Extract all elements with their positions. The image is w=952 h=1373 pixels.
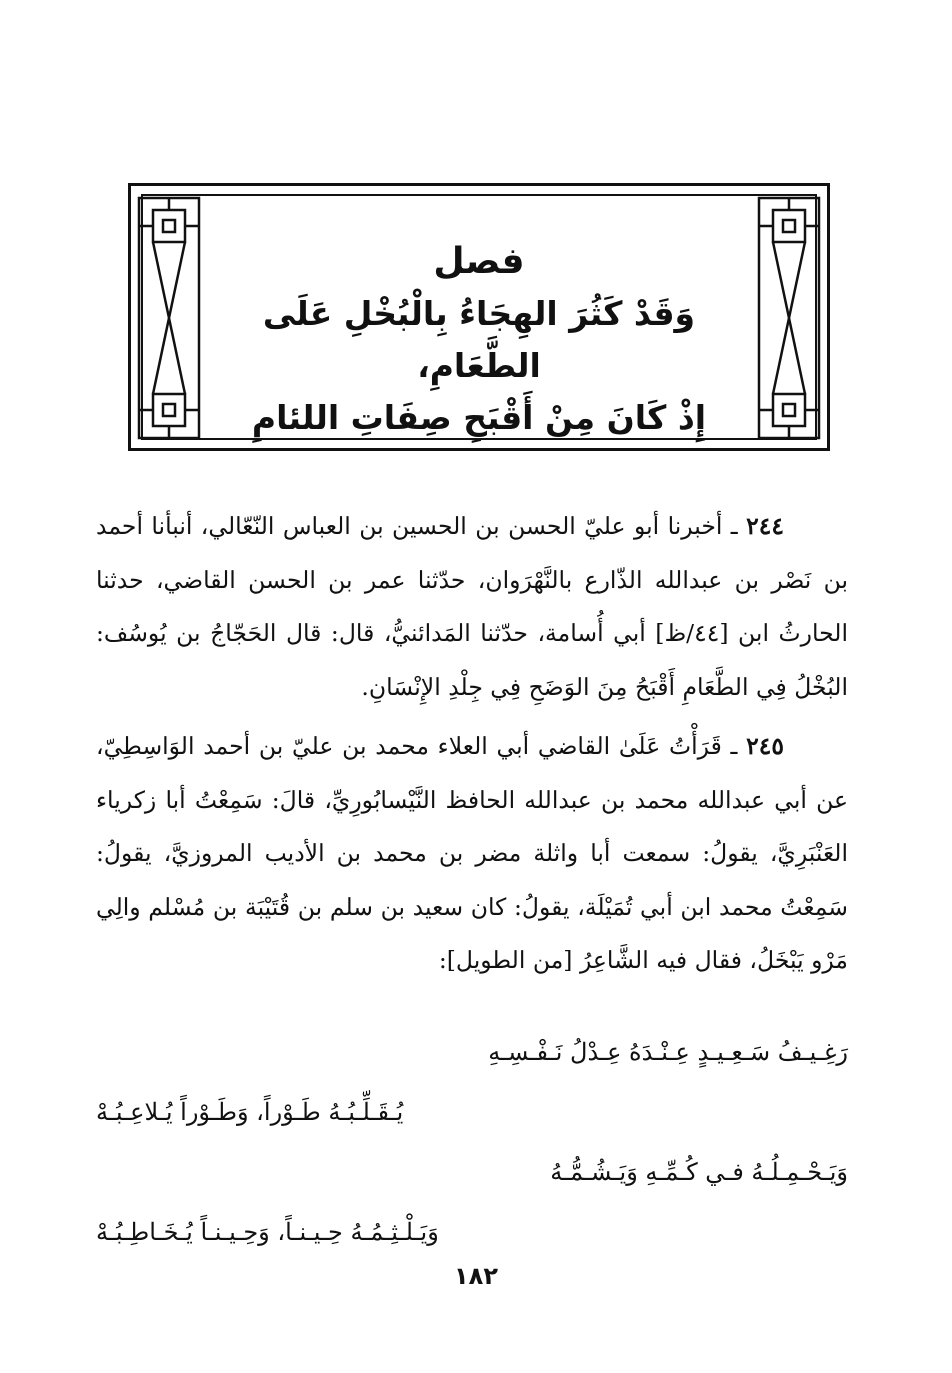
heading-frame	[128, 183, 830, 451]
poem-verse-1: رَغِـيـفُ سَـعِـيـدٍ عِـنْـدَهُ عِـدْلُ نَـفْـسِـهِ	[488, 1038, 848, 1066]
poem	[96, 1022, 848, 1262]
section-subtitle-line-2: إِذْ كَانَ مِنْ أَقْبَحِ صِفَاتِ اللئامِ	[251, 398, 707, 437]
paragraph-244	[96, 500, 848, 714]
paragraph-text: ـ قَرَأْتُ عَلَىٰ القاضي أبي العلاء محمد بن عليّ بن أحمد الوَاسِطِيّ، عن أبي عبدالله محمد بن عبدالله الحافظ النَّيْسابُورِيِّ، قالَ: سَمِعْتُ أبا زكرياء العَنْبَرِيَّ، يقولُ: سمعت أبا واثلة مضر بن محمد بن الأديب المروزيَّ، يقولُ: سَمِعْتُ محمد ابن أبي تُمَيْلَة، يقولُ: كان سعيد بن سلم بن قُتَيْبَة بن مُسْلم والِي مَرْو يَبْخَلُ، فقال فيه الشَّاعِرُ [من الطويل]:	[96, 732, 848, 974]
section-heading	[221, 236, 737, 444]
paragraph-text: ـ أخبرنا أبو عليّ الحسن بن الحسين بن العباس النّعّالي، أنبأنا أحمد بن نَصْر بن عبدالله الذّارع بالنَّهْرَوان، حدّثنا عمر بن الحسن القاضي، حدثنا الحارثُ ابن [٤٤/ظ] أبي أُسامة، حدّثنا المَدائنيُّ، قال: قال الحَجّاجُ بن يُوسُف: البُخْلُ فِي الطَّعَامِ أَقْبَحُ مِنَ الوَضَحِ فِي جِلْدِ الإِنْسَانِ.	[96, 512, 848, 701]
right-ornament-icon	[757, 196, 821, 440]
section-subtitle-line-1: وَقَدْ كَثُرَ الهِجَاءُ بِالْبُخْلِ عَلَى الطَّعَامِ،	[262, 294, 696, 385]
poem-verse-3: وَيَـحْـمِـلُـهُ فـي كُـمِّـهِ وَيَـشُـمُّـهُ	[550, 1158, 848, 1186]
section-title: فصل	[433, 241, 525, 282]
poem-verse-2: يُـقَـلِّـبُـهُ طَـوْراً، وَطَـوْراً يُـلاعِـبُـهْ	[96, 1098, 404, 1126]
page-number: ١٨٢	[454, 1262, 498, 1290]
left-ornament-icon	[137, 196, 201, 440]
paragraph-number: ٢٤٥	[746, 732, 784, 760]
paragraph-number: ٢٤٤	[746, 512, 784, 540]
body-text	[96, 500, 848, 994]
paragraph-245	[96, 720, 848, 988]
poem-verse-4: وَيَـلْـثِـمُـهُ حِـيـنـاً، وَحِـيـنـاً يُـخَـاطِـبُـهْ	[96, 1218, 439, 1246]
